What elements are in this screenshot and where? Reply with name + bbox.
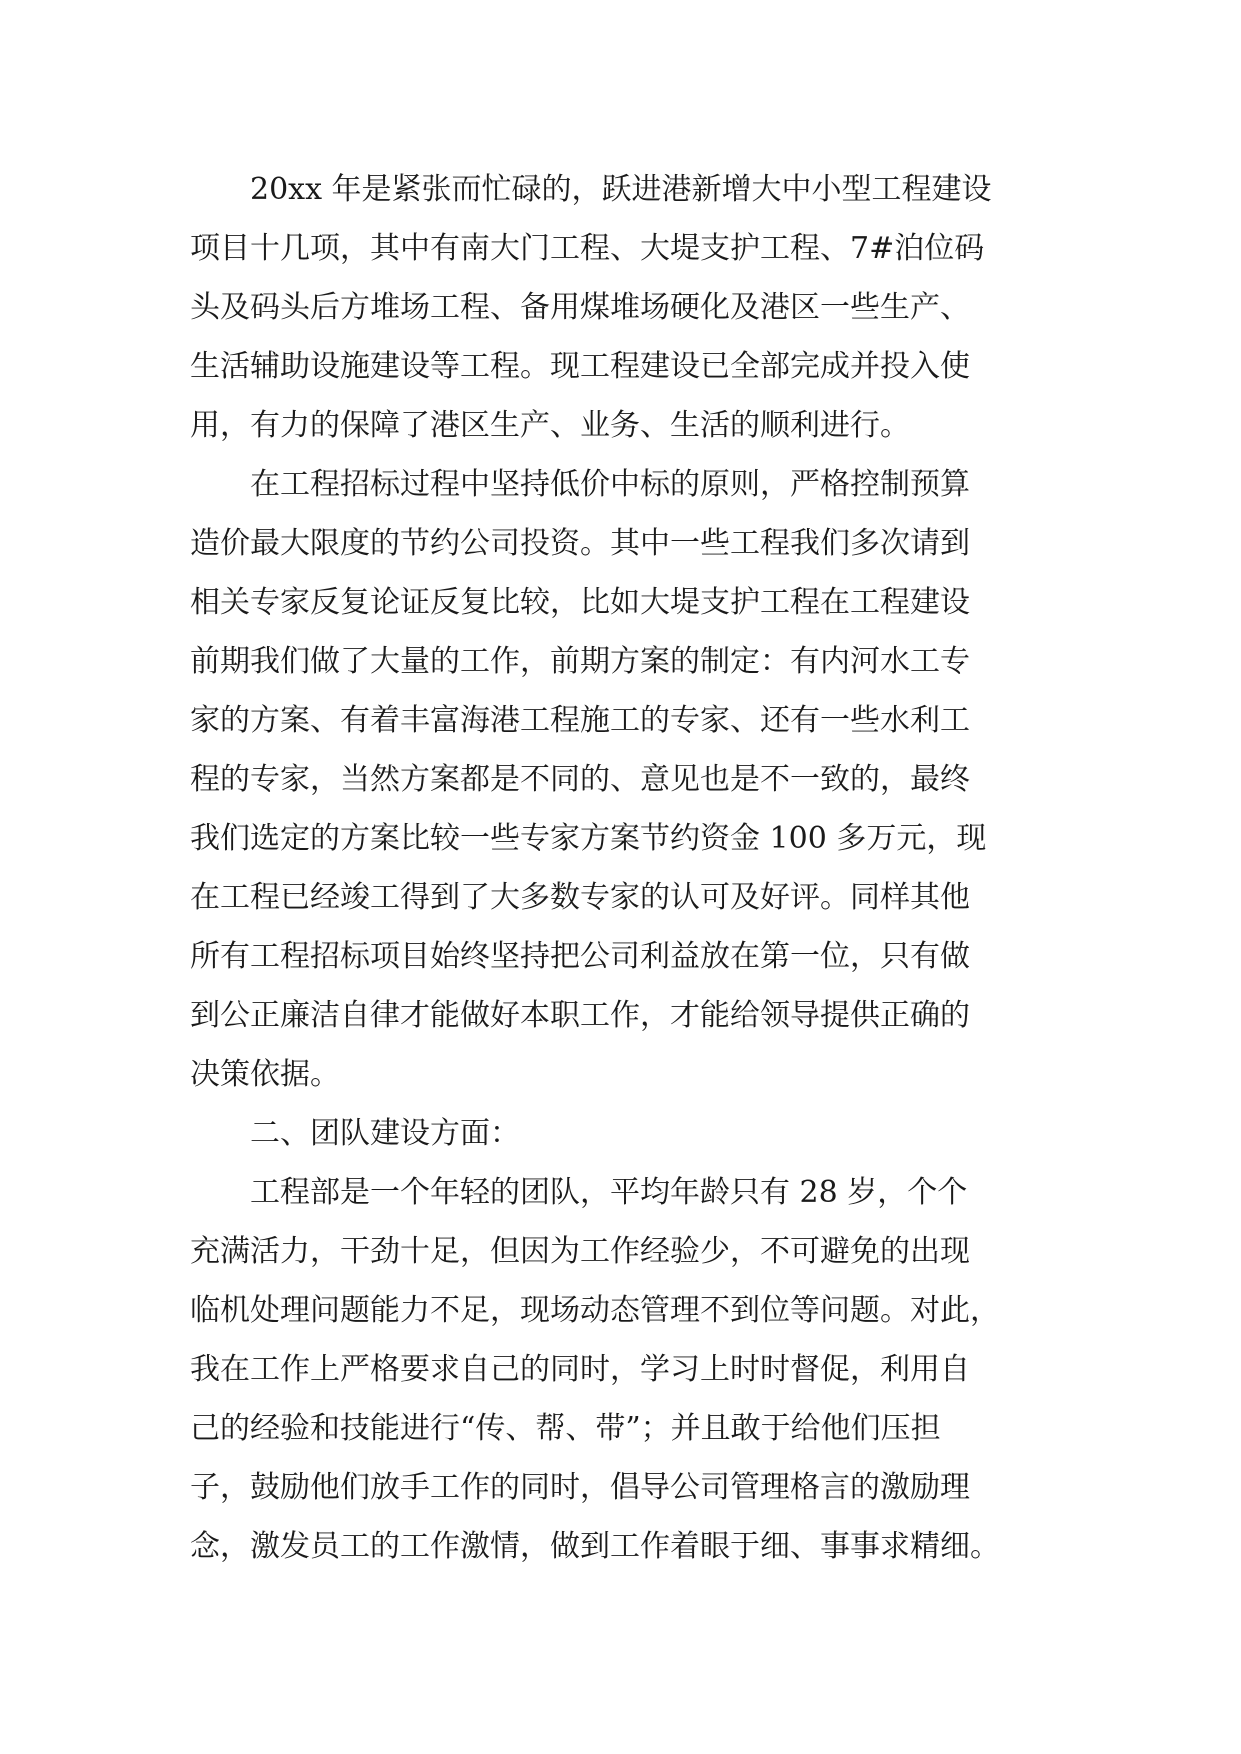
text-line: 我在工作上严格要求自己的同时，学习上时时督促，利用自: [190, 1352, 970, 1387]
text-line: 造价最大限度的节约公司投资。其中一些工程我们多次请到: [190, 526, 970, 561]
text-line: 己的经验和技能进行“传、帮、带”；并且敢于给他们压担: [190, 1411, 941, 1446]
text-line: 工程部是一个年轻的团队，平均年龄只有 28 岁，个个: [190, 1175, 968, 1210]
text-line: 子，鼓励他们放手工作的同时，倡导公司管理格言的激励理: [190, 1470, 970, 1505]
text-line: 生活辅助设施建设等工程。现工程建设已全部完成并投入使: [190, 349, 970, 384]
text-line: 前期我们做了大量的工作，前期方案的制定：有内河水工专: [190, 644, 970, 679]
text-line: 程的专家，当然方案都是不同的、意见也是不一致的，最终: [190, 762, 970, 797]
text-line: 用，有力的保障了港区生产、业务、生活的顺利进行。: [190, 408, 910, 443]
text-line: 所有工程招标项目始终坚持把公司利益放在第一位，只有做: [190, 939, 970, 974]
text-line: 决策依据。: [190, 1057, 340, 1092]
document-body: [190, 160, 1060, 1576]
text-line: 在工程招标过程中坚持低价中标的原则，严格控制预算: [190, 467, 970, 502]
text-line: 家的方案、有着丰富海港工程施工的专家、还有一些水利工: [190, 703, 970, 738]
text-line: 充满活力，干劲十足，但因为工作经验少，不可避免的出现: [190, 1234, 970, 1269]
text-line: 二、团队建设方面：: [190, 1116, 520, 1151]
text-line: 项目十几项，其中有南大门工程、大堤支护工程、7#泊位码: [190, 231, 985, 266]
text-line: 20xx 年是紧张而忙碌的，跃进港新增大中小型工程建设: [190, 172, 992, 207]
text-line: 到公正廉洁自律才能做好本职工作，才能给领导提供正确的: [190, 998, 970, 1033]
text-line: 临机处理问题能力不足，现场动态管理不到位等问题。对此，: [190, 1293, 1000, 1328]
text-line: 我们选定的方案比较一些专家方案节约资金 100 多万元，现: [190, 821, 987, 856]
text-line: 念，激发员工的工作激情，做到工作着眼于细、事事求精细。: [190, 1529, 1000, 1564]
text-line: 头及码头后方堆场工程、备用煤堆场硬化及港区一些生产、: [190, 290, 970, 325]
text-line: 在工程已经竣工得到了大多数专家的认可及好评。同样其他: [190, 880, 970, 915]
text-line: 相关专家反复论证反复比较，比如大堤支护工程在工程建设: [190, 585, 970, 620]
